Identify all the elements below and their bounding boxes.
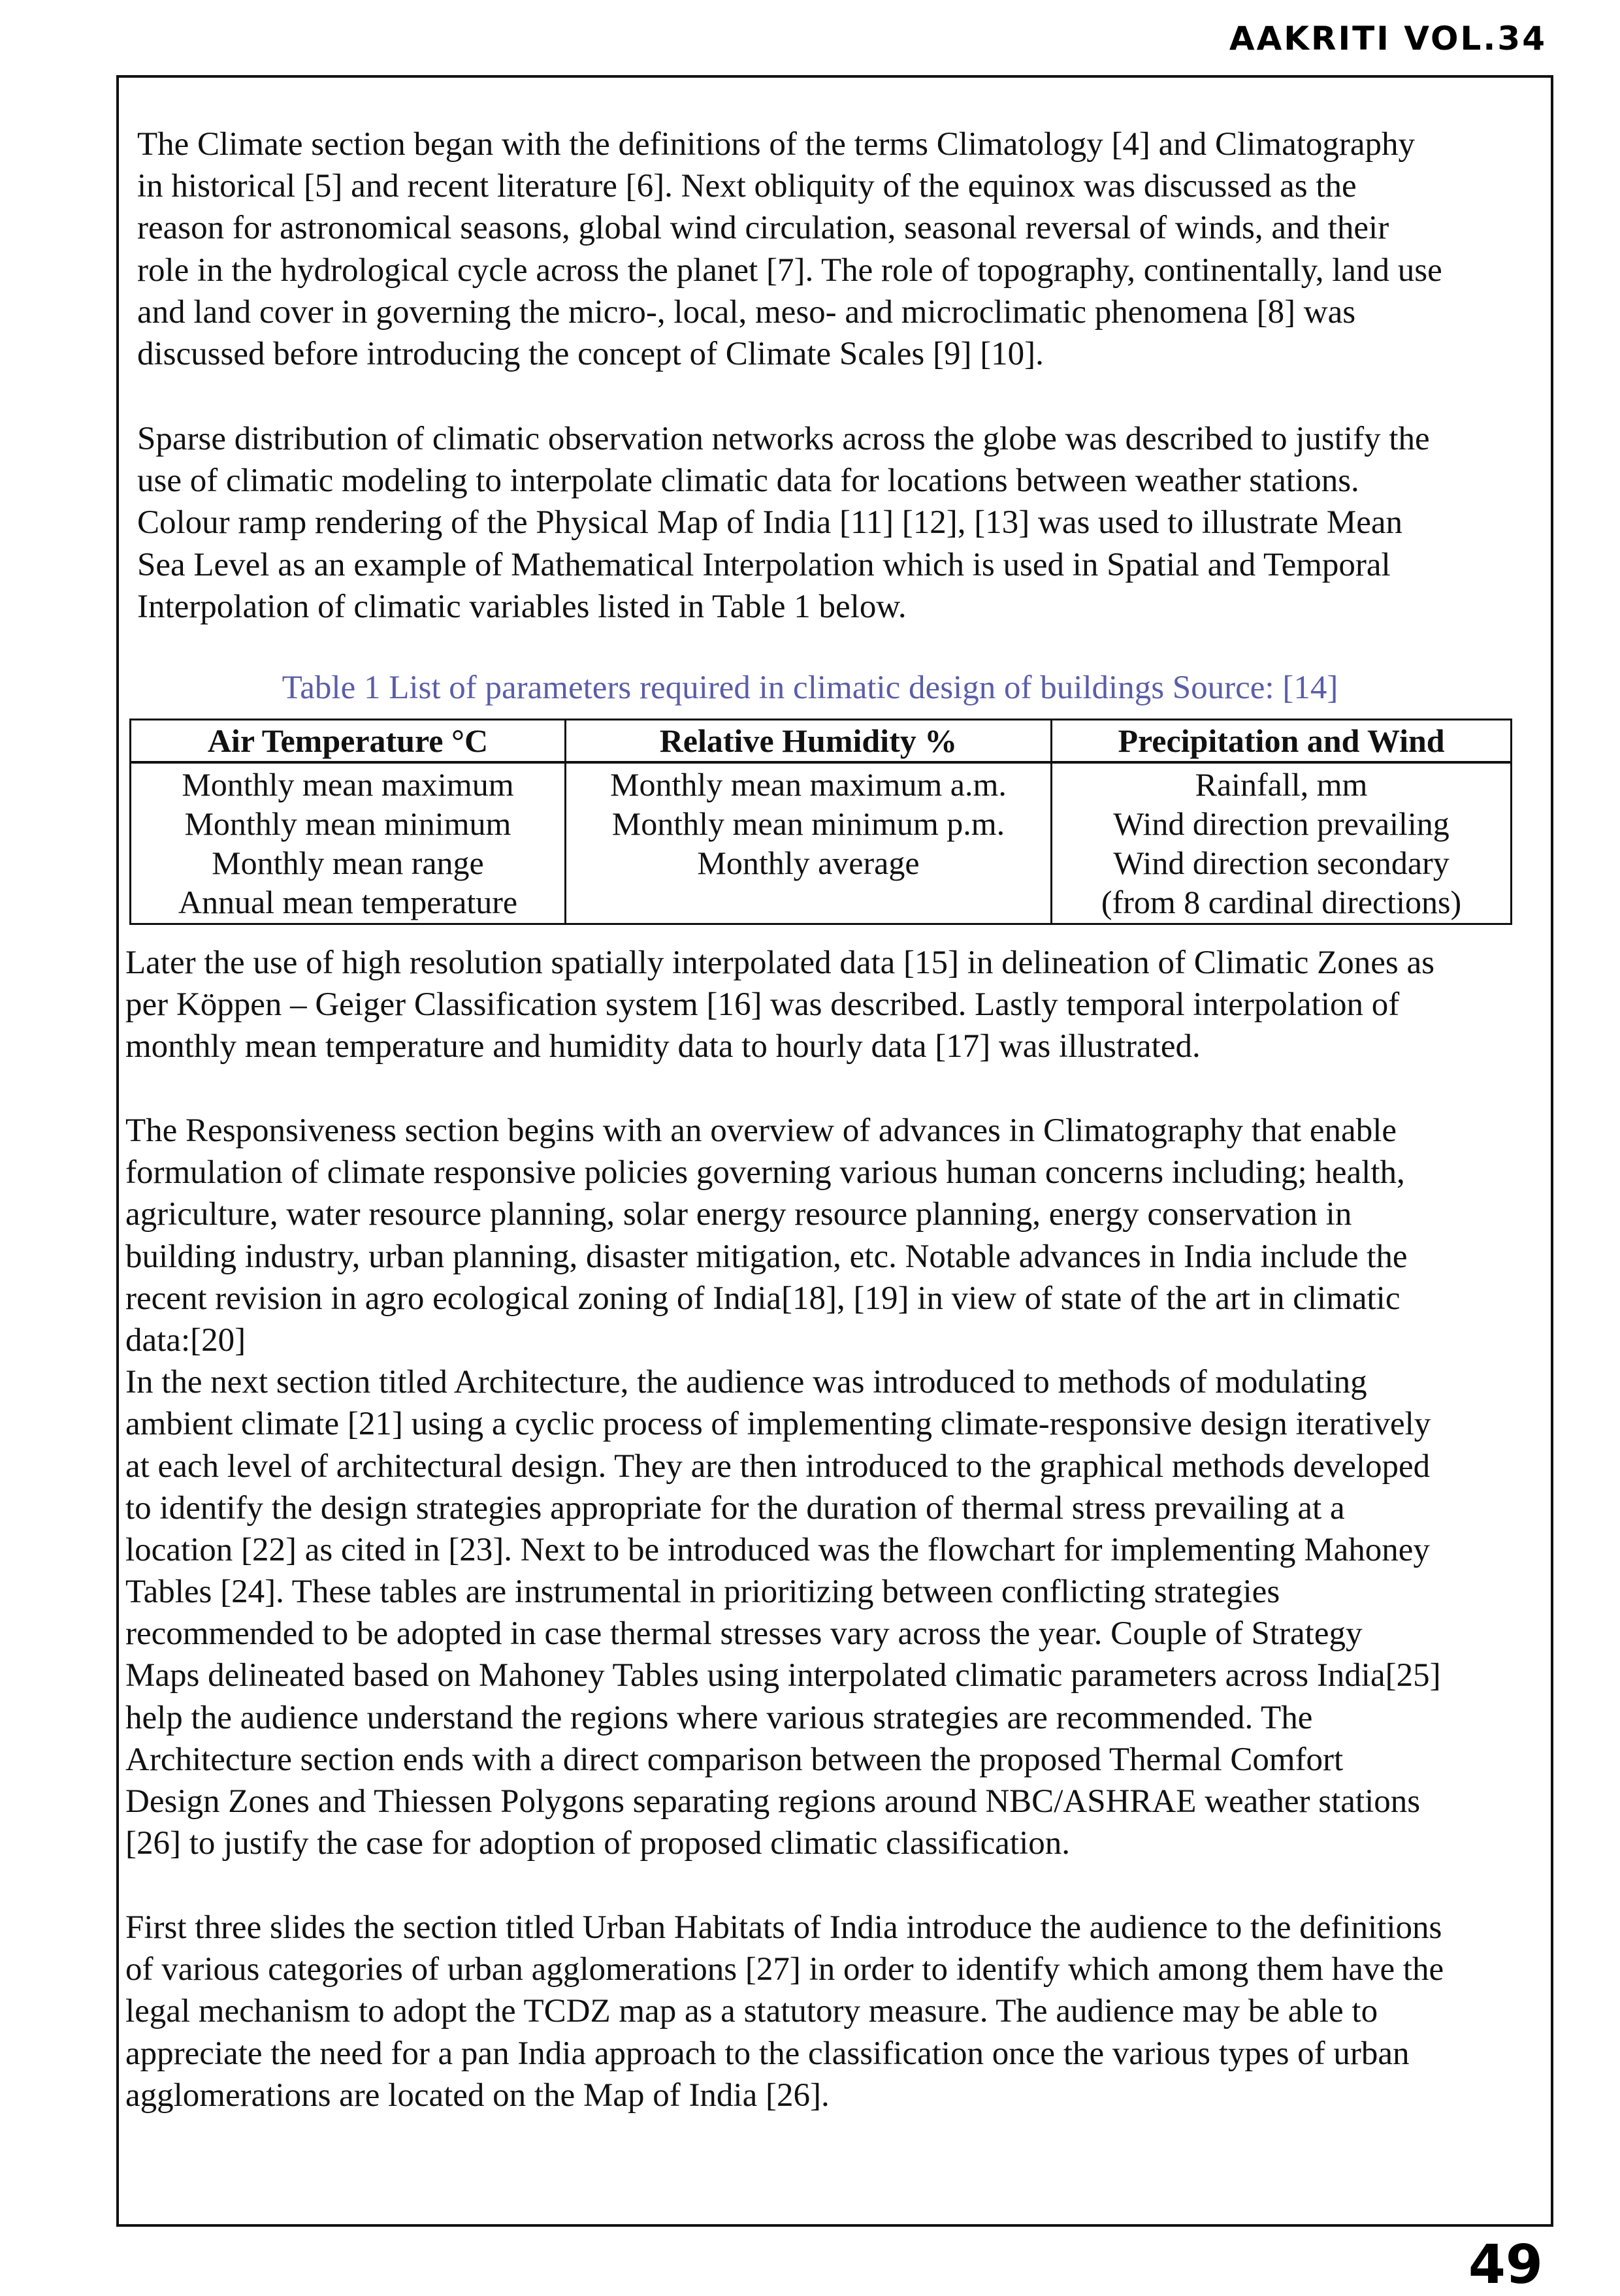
paragraph-zones bbox=[125, 942, 1434, 1068]
table-row bbox=[131, 762, 1512, 924]
page-number: 49 bbox=[1468, 2234, 1543, 2296]
cell-item: Wind direction secondary bbox=[1113, 845, 1450, 881]
table-cell-relative-humidity bbox=[565, 762, 1051, 924]
column-header: Relative Humidity % bbox=[565, 720, 1051, 763]
table-header-row bbox=[131, 720, 1512, 763]
text-line: monthly mean temperature and humidity data to hourly data [17] was illustrated. bbox=[125, 1028, 1201, 1065]
text-line: to identify the design strategies appropriate for the duration of thermal stress prevailing at a bbox=[125, 1489, 1345, 1527]
text-line: appreciate the need for a pan India approach to the classification once the various types of urban bbox=[125, 2035, 1410, 2072]
cell-item: (from 8 cardinal directions) bbox=[1101, 884, 1462, 920]
parameters-table bbox=[129, 719, 1512, 925]
text-line: data:[20] bbox=[125, 1321, 246, 1359]
table-cell-air-temperature bbox=[131, 762, 566, 924]
text-line: In the next section titled Architecture, the audience was introduced to methods of modulating bbox=[125, 1364, 1367, 1401]
cell-item: Monthly mean range bbox=[212, 845, 484, 881]
column-header: Air Temperature °C bbox=[131, 720, 566, 763]
text-line: Design Zones and Thiessen Polygons separating regions around NBC/ASHRAE weather stations bbox=[125, 1783, 1421, 1820]
text-line: formulation of climate responsive policies governing various human concerns including; health, bbox=[125, 1154, 1405, 1191]
text-line: The Responsiveness section begins with an overview of advances in Climatography that enable bbox=[125, 1112, 1397, 1149]
paragraph-urban-habitats bbox=[125, 1907, 1444, 2116]
text-line: at each level of architectural design. They are then introduced to the graphical methods developed bbox=[125, 1447, 1431, 1485]
text-line: and land cover in governing the micro-, local, meso- and microclimatic phenomena [8] was bbox=[137, 293, 1356, 331]
cell-item: Monthly average bbox=[697, 845, 920, 881]
cell-item: Wind direction prevailing bbox=[1113, 805, 1450, 842]
paragraph-responsiveness-architecture bbox=[125, 1110, 1441, 1864]
text-line: The Climate section began with the definitions of the terms Climatology [4] and Climatography bbox=[137, 126, 1416, 163]
text-line: agglomerations are located on the Map of India [26]. bbox=[125, 2077, 830, 2114]
text-line: recommended to be adopted in case thermal stresses vary across the year. Couple of Strategy bbox=[125, 1615, 1363, 1653]
text-line: Colour ramp rendering of the Physical Map of India [11] [12], [13] was used to illustrate Mean bbox=[137, 504, 1403, 542]
column-header: Precipitation and Wind bbox=[1052, 720, 1512, 763]
text-line: Maps delineated based on Mahoney Tables using interpolated climatic parameters across India[25] bbox=[125, 1657, 1441, 1694]
text-line: building industry, urban planning, disaster mitigation, etc. Notable advances in India include the bbox=[125, 1238, 1408, 1275]
text-line: use of climatic modeling to interpolate climatic data for locations between weather stations. bbox=[137, 462, 1359, 500]
text-line: Later the use of high resolution spatially interpolated data [15] in delineation of Climatic Zones as bbox=[125, 945, 1435, 981]
cell-item: Monthly mean minimum p.m. bbox=[611, 805, 1005, 842]
cell-item: Rainfall, mm bbox=[1195, 766, 1368, 803]
journal-header: AAKRITI VOL.34 bbox=[1229, 20, 1547, 57]
paragraph-climate bbox=[137, 123, 1442, 375]
text-line: ambient climate [21] using a cyclic process of implementing climate-responsive design iteratively bbox=[125, 1406, 1431, 1443]
table-cell-precipitation-wind bbox=[1052, 762, 1512, 924]
paragraph-interpolation bbox=[137, 418, 1430, 628]
cell-item: Monthly mean maximum bbox=[182, 766, 514, 803]
text-line: Sparse distribution of climatic observation networks across the globe was described to justify the bbox=[137, 421, 1430, 457]
text-line: of various categories of urban agglomerations [27] in order to identify which among them have the bbox=[125, 1951, 1444, 1988]
text-line: reason for astronomical seasons, global wind circulation, seasonal reversal of winds, and their bbox=[137, 210, 1389, 247]
text-line: Tables [24]. These tables are instrumental in prioritizing between conflicting strategies bbox=[125, 1574, 1280, 1611]
table-caption: Table 1 List of parameters required in climatic design of buildings Source: [14] bbox=[282, 670, 1338, 706]
text-line: agriculture, water resource planning, solar energy resource planning, energy conservation in bbox=[125, 1196, 1352, 1233]
text-line: legal mechanism to adopt the TCDZ map as a statutory measure. The audience may be able to bbox=[125, 1993, 1378, 2030]
cell-item: Monthly mean minimum bbox=[184, 805, 511, 842]
text-line: Sea Level as an example of Mathematical Interpolation which is used in Spatial and Temporal bbox=[137, 546, 1391, 583]
text-line: Interpolation of climatic variables listed in Table 1 below. bbox=[137, 588, 907, 625]
cell-item: Annual mean temperature bbox=[178, 884, 518, 920]
text-line: help the audience understand the regions where various strategies are recommended. The bbox=[125, 1699, 1313, 1736]
text-line: discussed before introducing the concept of Climate Scales [9] [10]. bbox=[137, 335, 1044, 372]
text-line: Architecture section ends with a direct comparison between the proposed Thermal Comfort bbox=[125, 1741, 1344, 1778]
text-line: per Köppen – Geiger Classification system [16] was described. Lastly temporal interpolation of bbox=[125, 986, 1400, 1024]
text-line: location [22] as cited in [23]. Next to be introduced was the flowchart for implementing Mahoney bbox=[125, 1531, 1430, 1568]
cell-item: Monthly mean maximum a.m. bbox=[610, 766, 1007, 803]
text-line: recent revision in agro ecological zoning of India[18], [19] in view of state of the art in climatic bbox=[125, 1280, 1401, 1317]
text-line: [26] to justify the case for adoption of proposed climatic classification. bbox=[125, 1825, 1071, 1862]
text-line: in historical [5] and recent literature [6]. Next obliquity of the equinox was discussed as the bbox=[137, 168, 1357, 205]
text-line: First three slides the section titled Urban Habitats of India introduce the audience to the definitions bbox=[125, 1909, 1442, 1946]
text-line: role in the hydrological cycle across the planet [7]. The role of topography, continentally, land use bbox=[137, 251, 1442, 289]
